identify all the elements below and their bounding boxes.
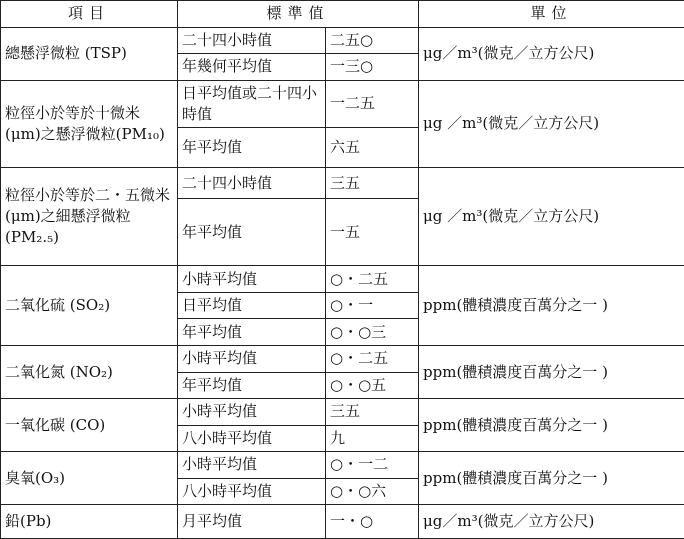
header-row (1, 1, 684, 28)
unit-cell: μg／m³(微克／立方公尺) (419, 505, 684, 539)
table-row (1, 399, 684, 426)
averaging-period: 日平均值 (178, 292, 326, 319)
standard-value: ○・二五 (326, 345, 419, 372)
standard-value: ○・一二 (326, 452, 419, 479)
averaging-period: 小時平均值 (178, 266, 326, 293)
standard-value: ○・○六 (326, 478, 419, 505)
standard-value: 一三○ (326, 54, 419, 81)
table-row (1, 452, 684, 479)
pollutant-name: 臭氧(O₃) (1, 452, 178, 505)
averaging-period: 小時平均值 (178, 345, 326, 372)
unit-cell: μg ／m³(微克／立方公尺) (419, 80, 684, 168)
table-row (1, 80, 684, 127)
standard-value: 三五 (326, 168, 419, 199)
averaging-period: 年平均值 (178, 372, 326, 399)
standard-value: 六五 (326, 127, 419, 168)
unit-cell: μg ／m³(微克／立方公尺) (419, 168, 684, 266)
averaging-period: 二十四小時值 (178, 168, 326, 199)
pollutant-name: 粒徑小於等於二・五微米(μm)之細懸浮微粒(PM₂.₅) (1, 168, 178, 266)
standard-column-header: 標準值 (178, 1, 419, 28)
unit-column-header: 單位 (419, 1, 684, 28)
unit-cell: ppm(體積濃度百萬分之一 ) (419, 399, 684, 452)
averaging-period: 年平均值 (178, 127, 326, 168)
standard-value: 九 (326, 425, 419, 452)
table-row (1, 345, 684, 372)
table-row (1, 168, 684, 199)
averaging-period: 八小時平均值 (178, 425, 326, 452)
table-row (1, 266, 684, 293)
standard-value: 一二五 (326, 80, 419, 127)
averaging-period: 二十四小時值 (178, 27, 326, 54)
averaging-period: 年平均值 (178, 199, 326, 266)
averaging-period: 日平均值或二十四小時值 (178, 80, 326, 127)
unit-cell: ppm(體積濃度百萬分之一 ) (419, 452, 684, 505)
averaging-period: 小時平均值 (178, 452, 326, 479)
averaging-period: 小時平均值 (178, 399, 326, 426)
standard-value: ○・○五 (326, 372, 419, 399)
pollutant-name: 二氧化硫 (SO₂) (1, 266, 178, 346)
averaging-period: 年幾何平均值 (178, 54, 326, 81)
table-row (1, 27, 684, 54)
pollutant-name: 一氧化碳 (CO) (1, 399, 178, 452)
pollutant-name: 二氧化氮 (NO₂) (1, 345, 178, 398)
item-column-header: 項目 (1, 1, 178, 28)
pollutant-name: 鉛(Pb) (1, 505, 178, 539)
standard-value: 一五 (326, 199, 419, 266)
unit-cell: μg／m³(微克／立方公尺) (419, 27, 684, 80)
averaging-period: 月平均值 (178, 505, 326, 539)
standard-value: 一・○ (326, 505, 419, 539)
unit-cell: ppm(體積濃度百萬分之一 ) (419, 345, 684, 398)
standard-value: ○・二五 (326, 266, 419, 293)
table-row (1, 505, 684, 539)
averaging-period: 年平均值 (178, 319, 326, 346)
standard-value: 二五○ (326, 27, 419, 54)
pollutant-name: 總懸浮微粒 (TSP) (1, 27, 178, 80)
pollutant-name: 粒徑小於等於十微米(μm)之懸浮微粒(PM₁₀) (1, 80, 178, 168)
unit-cell: ppm(體積濃度百萬分之一 ) (419, 266, 684, 346)
standard-value: ○・○三 (326, 319, 419, 346)
standard-value: 三五 (326, 399, 419, 426)
standard-value: ○・一 (326, 292, 419, 319)
averaging-period: 八小時平均值 (178, 478, 326, 505)
